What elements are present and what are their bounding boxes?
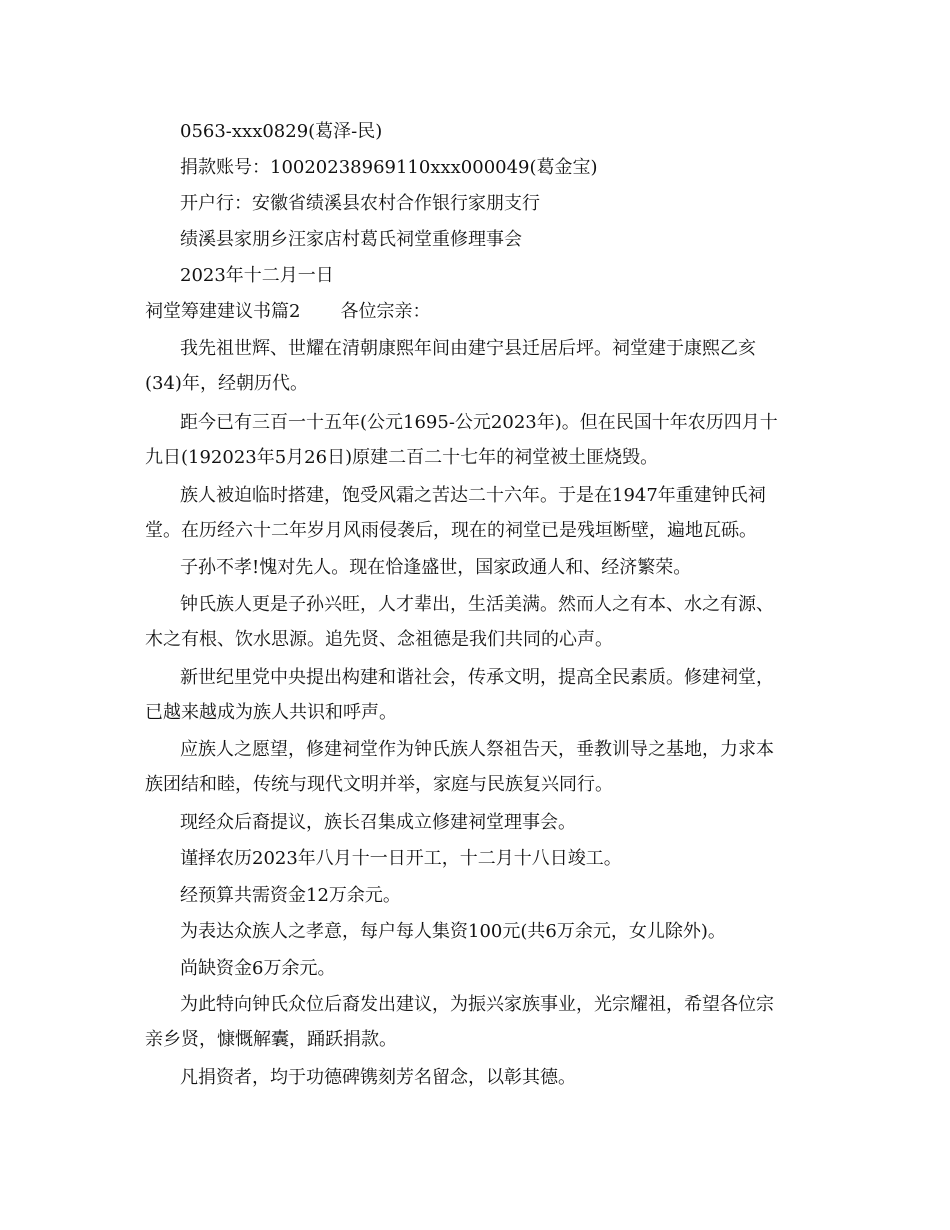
paragraph-line: 亲乡贤，慷慨解囊，踊跃捐款。 — [145, 1029, 397, 1050]
document-date: 2023年十二月一日 — [180, 265, 334, 286]
donation-account: 捐款账号：10020238969110xxx000049(葛金宝) — [180, 157, 598, 178]
bank-info: 开户行：安徽省绩溪县农村合作银行家朋支行 — [180, 193, 540, 214]
paragraph-line: 九日(192023年5月26日)原建二百二十七年的祠堂被土匪烧毁。 — [145, 447, 659, 468]
paragraph-line: 现经众后裔提议，族长召集成立修建祠堂理事会。 — [180, 812, 576, 833]
council-name: 绩溪县家朋乡汪家店村葛氏祠堂重修理事会 — [180, 229, 522, 250]
paragraph-line: 堂。在历经六十二年岁月风雨侵袭后，现在的祠堂已是残垣断壁，遍地瓦砾。 — [145, 520, 757, 541]
paragraph-line: 新世纪里党中央提出构建和谐社会，传承文明，提高全民素质。修建祠堂， — [180, 667, 774, 688]
paragraph-line: 距今已有三百一十五年(公元1695-公元2023年)。但在民国十年农历四月十 — [180, 412, 778, 433]
paragraph-line: 为此特向钟氏众位后裔发出建议，为振兴家族事业，光宗耀祖，希望各位宗 — [180, 994, 774, 1015]
paragraph-line: (34)年，经朝历代。 — [145, 373, 308, 394]
paragraph-line: 应族人之愿望，修建祠堂作为钟氏族人祭祖告天，垂教训导之基地，力求本 — [180, 739, 774, 760]
paragraph-line: 经预算共需资金12万余元。 — [180, 885, 401, 906]
paragraph-line: 木之有根、饮水思源。追先贤、念祖德是我们共同的心声。 — [145, 629, 613, 650]
salutation: 各位宗亲： — [340, 301, 431, 322]
contact-phone: 0563-xxx0829(葛泽-民) — [180, 121, 383, 142]
section-heading — [145, 300, 430, 324]
paragraph-line: 凡捐资者，均于功德碑镌刻芳名留念，以彰其德。 — [180, 1067, 576, 1088]
paragraph-line: 尚缺资金6万余元。 — [180, 958, 336, 979]
paragraph-line: 谨择农历2023年八月十一日开工，十二月十八日竣工。 — [180, 848, 622, 869]
paragraph-line: 钟氏族人更是子孙兴旺，人才辈出，生活美满。然而人之有本、水之有源、 — [180, 594, 774, 615]
paragraph-line: 子孙不孝!愧对先人。现在恰逢盛世，国家政通人和、经济繁荣。 — [180, 557, 692, 578]
paragraph-line: 族团结和睦，传统与现代文明并举，家庭与民族复兴同行。 — [145, 774, 613, 795]
paragraph-line: 已越来越成为族人共识和呼声。 — [145, 702, 397, 723]
paragraph-line: 族人被迫临时搭建，饱受风霜之苦达二十六年。于是在1947年重建钟氏祠 — [180, 485, 766, 506]
section-title: 祠堂筹建建议书篇2 — [145, 301, 301, 322]
paragraph-line: 为表达众族人之孝意，每户每人集资100元(共6万余元，女儿除外)。 — [180, 921, 726, 942]
paragraph-line: 我先祖世辉、世耀在清朝康熙年间由建宁县迁居后坪。祠堂建于康熙乙亥 — [180, 338, 756, 359]
